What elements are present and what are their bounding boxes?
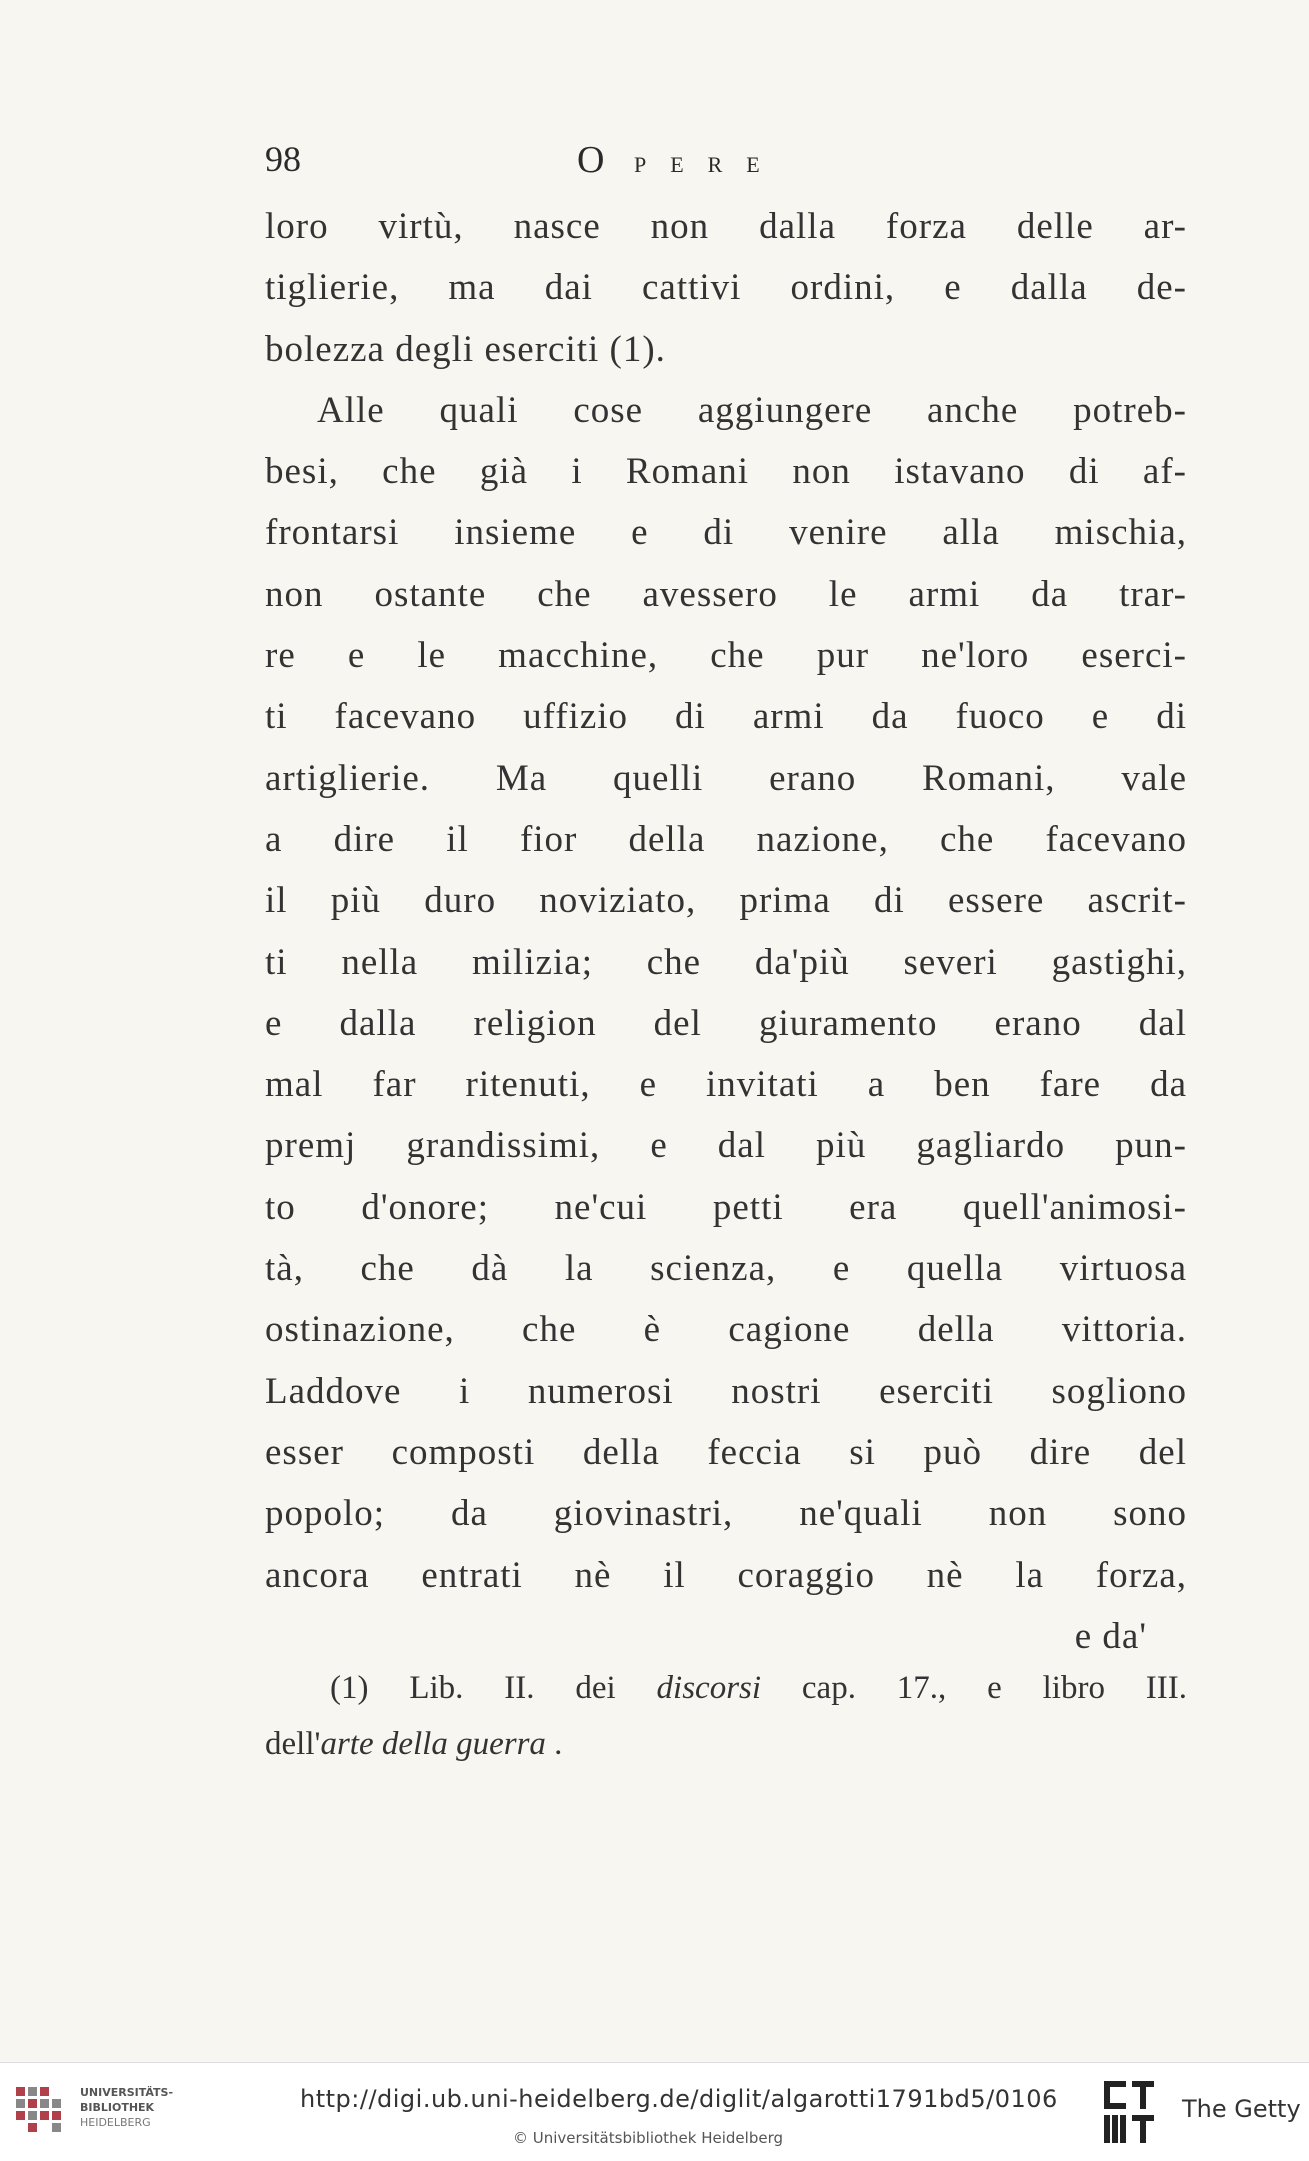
- running-head: O PERE: [577, 139, 784, 181]
- permalink-url[interactable]: http://digi.ub.uni-heidelberg.de/diglit/algarotti1791bd5/0106: [300, 2085, 1058, 2113]
- text-line: artiglierie. Ma quelli erano Romani, vale: [265, 757, 1187, 799]
- text-line: esser composti della feccia si può dire del: [265, 1431, 1187, 1473]
- page-number: 98: [265, 139, 301, 179]
- text-line: frontarsi insieme e di venire alla mischia,: [265, 512, 1187, 554]
- catchword: e da': [1074, 1615, 1147, 1657]
- text-line: premj grandissimi, e dal più gagliardo pun-: [265, 1125, 1187, 1167]
- text-line: tiglierie, ma dai cattivi ordini, e dalla de-: [265, 267, 1187, 309]
- text-line: re e le macchine, che pur ne'loro eserci-: [265, 635, 1187, 677]
- page-header: [265, 138, 1195, 188]
- text-line: bolezza degli eserciti (1).: [265, 328, 666, 370]
- text-line: tà, che dà la scienza, e quella virtuosa: [265, 1248, 1187, 1290]
- text-line: to d'onore; ne'cui petti era quell'animosi-: [265, 1186, 1187, 1228]
- library-name: UNIVERSITÄTS- BIBLIOTHEK HEIDELBERG: [80, 2086, 174, 2129]
- text-line: ostinazione, che è cagione della vittoria.: [265, 1309, 1187, 1351]
- text-line: Laddove i numerosi nostri eserciti sogliono: [265, 1370, 1187, 1412]
- footnote: [265, 1660, 1187, 1772]
- text-line: il più duro noviziato, prima di essere ascrit-: [265, 880, 1187, 922]
- text-line: loro virtù, nasce non dalla forza delle ar-: [265, 206, 1187, 247]
- text-line: ancora entrati nè il coraggio nè la forza,: [265, 1554, 1187, 1596]
- footnote-line: dell'arte della guerra .: [265, 1726, 563, 1762]
- text-line: popolo; da giovinastri, ne'quali non sono: [265, 1493, 1187, 1535]
- viewer-footer: [0, 2062, 1309, 2161]
- text-line: non ostante che avessero le armi da trar-: [265, 573, 1187, 615]
- getty-logo-icon[interactable]: [1104, 2081, 1154, 2143]
- getty-label: The Getty: [1182, 2095, 1301, 2123]
- footnote-line: (1) Lib. II. dei discorsi cap. 17., e libro III.: [330, 1670, 1188, 1706]
- text-line: Alle quali cose aggiungere anche potreb-: [317, 389, 1187, 431]
- text-line: besi, che già i Romani non istavano di af-: [265, 451, 1187, 493]
- copyright-notice: © Universitätsbibliothek Heidelberg: [513, 2129, 784, 2147]
- heidelberg-library-logo-icon[interactable]: [14, 2085, 74, 2139]
- text-line: ti nella milizia; che da'più severi gastighi,: [265, 941, 1187, 983]
- text-line: e dalla religion del giuramento erano dal: [265, 1002, 1187, 1044]
- text-line: mal far ritenuti, e invitati a ben fare da: [265, 1064, 1187, 1106]
- text-line: a dire il fior della nazione, che facevano: [265, 818, 1187, 860]
- body-text: [265, 196, 1187, 1667]
- text-line: ti facevano uffizio di armi da fuoco e di: [265, 696, 1187, 738]
